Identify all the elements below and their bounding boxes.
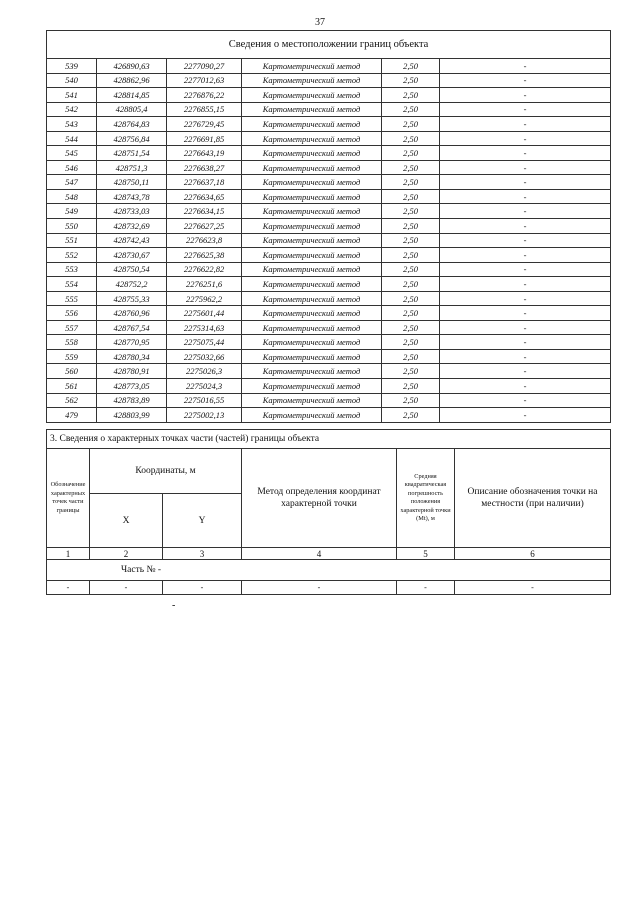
point-number-cell: 556 <box>47 306 97 321</box>
x-coordinate-cell: 428743,78 <box>97 189 167 204</box>
point-number-cell: 548 <box>47 189 97 204</box>
table-row <box>47 189 611 204</box>
x-coordinate-cell: 428760,96 <box>97 306 167 321</box>
section3-header-row <box>47 449 611 494</box>
x-coordinate-cell: 428764,83 <box>97 117 167 132</box>
x-coordinate-cell: 428805,4 <box>97 102 167 117</box>
point-number-cell: 554 <box>47 277 97 292</box>
method-cell: Картометрический метод <box>242 102 382 117</box>
x-coordinate-cell: 428862,96 <box>97 73 167 88</box>
x-coordinate-cell: 428767,54 <box>97 320 167 335</box>
table-row <box>47 262 611 277</box>
mean-error-cell: 2,50 <box>382 320 440 335</box>
y-coordinate-cell: 2276691,85 <box>167 131 242 146</box>
point-number-cell: 550 <box>47 219 97 234</box>
x-coordinate-cell: 428755,33 <box>97 291 167 306</box>
mean-error-cell: 2,50 <box>382 102 440 117</box>
description-cell: - <box>440 248 611 263</box>
header-method: Метод определения координат характерной точки <box>242 449 397 548</box>
table-row <box>47 59 611 74</box>
point-number-cell: 559 <box>47 349 97 364</box>
x-coordinate-cell: 428751,54 <box>97 146 167 161</box>
y-coordinate-cell: 2275032,66 <box>167 349 242 364</box>
data-cell: - <box>397 581 455 595</box>
point-number-cell: 558 <box>47 335 97 350</box>
description-cell: - <box>440 102 611 117</box>
method-cell: Картометрический метод <box>242 408 382 423</box>
table-row <box>47 291 611 306</box>
mean-error-cell: 2,50 <box>382 349 440 364</box>
table-row <box>47 306 611 321</box>
table-row <box>47 335 611 350</box>
description-cell: - <box>440 160 611 175</box>
table-row <box>47 204 611 219</box>
point-number-cell: 544 <box>47 131 97 146</box>
table-row <box>47 160 611 175</box>
method-cell: Картометрический метод <box>242 219 382 234</box>
y-coordinate-cell: 2276623,8 <box>167 233 242 248</box>
part-label: Часть № - <box>47 560 611 581</box>
header-point-designation: Обозначение характерных точек части границы <box>47 449 90 548</box>
x-coordinate-cell: 428750,54 <box>97 262 167 277</box>
part-row <box>47 560 611 581</box>
point-number-cell: 547 <box>47 175 97 190</box>
x-coordinate-cell: 428773,05 <box>97 379 167 394</box>
column-number-row <box>47 548 611 560</box>
table-row <box>47 146 611 161</box>
method-cell: Картометрический метод <box>242 117 382 132</box>
boundary-coordinates-table <box>46 30 611 423</box>
method-cell: Картометрический метод <box>242 364 382 379</box>
column-number: 2 <box>90 548 163 560</box>
point-number-cell: 553 <box>47 262 97 277</box>
y-coordinate-cell: 2275075,44 <box>167 335 242 350</box>
description-cell: - <box>440 291 611 306</box>
mean-error-cell: 2,50 <box>382 175 440 190</box>
y-coordinate-cell: 2275002,13 <box>167 408 242 423</box>
table-row <box>47 233 611 248</box>
method-cell: Картометрический метод <box>242 379 382 394</box>
y-coordinate-cell: 2276627,25 <box>167 219 242 234</box>
y-coordinate-cell: 2276251,6 <box>167 277 242 292</box>
mean-error-cell: 2,50 <box>382 277 440 292</box>
method-cell: Картометрический метод <box>242 233 382 248</box>
description-cell: - <box>440 335 611 350</box>
description-cell: - <box>440 59 611 74</box>
y-coordinate-cell: 2275601,44 <box>167 306 242 321</box>
y-coordinate-cell: 2275314,63 <box>167 320 242 335</box>
x-coordinate-cell: 428770,95 <box>97 335 167 350</box>
description-cell: - <box>440 349 611 364</box>
mean-error-cell: 2,50 <box>382 379 440 394</box>
mean-error-cell: 2,50 <box>382 88 440 103</box>
section3-title-row <box>47 430 611 449</box>
description-cell: - <box>440 131 611 146</box>
column-number: 4 <box>242 548 397 560</box>
mean-error-cell: 2,50 <box>382 204 440 219</box>
point-number-cell: 479 <box>47 408 97 423</box>
mean-error-cell: 2,50 <box>382 219 440 234</box>
point-number-cell: 549 <box>47 204 97 219</box>
method-cell: Картометрический метод <box>242 59 382 74</box>
point-number-cell: 557 <box>47 320 97 335</box>
table-row <box>47 364 611 379</box>
method-cell: Картометрический метод <box>242 175 382 190</box>
description-cell: - <box>440 320 611 335</box>
description-cell: - <box>440 393 611 408</box>
mean-error-cell: 2,50 <box>382 117 440 132</box>
point-number-cell: 541 <box>47 88 97 103</box>
description-cell: - <box>440 379 611 394</box>
table-row <box>47 248 611 263</box>
y-coordinate-cell: 2276638,27 <box>167 160 242 175</box>
description-cell: - <box>440 73 611 88</box>
mean-error-cell: 2,50 <box>382 131 440 146</box>
point-number-cell: 560 <box>47 364 97 379</box>
method-cell: Картометрический метод <box>242 335 382 350</box>
data-cell: - <box>455 581 611 595</box>
method-cell: Картометрический метод <box>242 146 382 161</box>
point-number-cell: 542 <box>47 102 97 117</box>
mean-error-cell: 2,50 <box>382 393 440 408</box>
y-coordinate-cell: 2276729,45 <box>167 117 242 132</box>
point-number-cell: 546 <box>47 160 97 175</box>
mean-error-cell: 2,50 <box>382 335 440 350</box>
point-number-cell: 552 <box>47 248 97 263</box>
table-title: Сведения о местоположении границ объекта <box>47 31 611 59</box>
mean-error-cell: 2,50 <box>382 262 440 277</box>
header-y: Y <box>163 494 242 548</box>
column-number: 6 <box>455 548 611 560</box>
description-cell: - <box>440 364 611 379</box>
data-cell: - <box>90 581 163 595</box>
method-cell: Картометрический метод <box>242 189 382 204</box>
y-coordinate-cell: 2275962,2 <box>167 291 242 306</box>
method-cell: Картометрический метод <box>242 73 382 88</box>
point-number-cell: 555 <box>47 291 97 306</box>
x-coordinate-cell: 428750,11 <box>97 175 167 190</box>
mean-error-cell: 2,50 <box>382 306 440 321</box>
x-coordinate-cell: 428814,85 <box>97 88 167 103</box>
mean-error-cell: 2,50 <box>382 248 440 263</box>
page-number: 37 <box>315 17 325 28</box>
x-coordinate-cell: 428732,69 <box>97 219 167 234</box>
table-row <box>47 117 611 132</box>
method-cell: Картометрический метод <box>242 349 382 364</box>
x-coordinate-cell: 428751,3 <box>97 160 167 175</box>
table-row <box>47 73 611 88</box>
table-row <box>47 219 611 234</box>
y-coordinate-cell: 2275016,55 <box>167 393 242 408</box>
table-row <box>47 88 611 103</box>
description-cell: - <box>440 117 611 132</box>
mean-error-cell: 2,50 <box>382 146 440 161</box>
table-row <box>47 408 611 423</box>
mean-error-cell: 2,50 <box>382 291 440 306</box>
point-number-cell: 540 <box>47 73 97 88</box>
x-coordinate-cell: 428803,99 <box>97 408 167 423</box>
method-cell: Картометрический метод <box>242 88 382 103</box>
header-x: X <box>90 494 163 548</box>
y-coordinate-cell: 2276637,18 <box>167 175 242 190</box>
mean-error-cell: 2,50 <box>382 364 440 379</box>
header-mean-error: Средняя квадратическая погрешность положения характерной точки (Мt), м <box>397 449 455 548</box>
method-cell: Картометрический метод <box>242 277 382 292</box>
x-coordinate-cell: 428783,89 <box>97 393 167 408</box>
y-coordinate-cell: 2276634,15 <box>167 204 242 219</box>
description-cell: - <box>440 146 611 161</box>
table-row <box>47 349 611 364</box>
y-coordinate-cell: 2277090,27 <box>167 59 242 74</box>
x-coordinate-cell: 428780,91 <box>97 364 167 379</box>
y-coordinate-cell: 2276876,22 <box>167 88 242 103</box>
y-coordinate-cell: 2276643,19 <box>167 146 242 161</box>
method-cell: Картометрический метод <box>242 393 382 408</box>
x-coordinate-cell: 428742,43 <box>97 233 167 248</box>
description-cell: - <box>440 306 611 321</box>
method-cell: Картометрический метод <box>242 291 382 306</box>
data-cell: - <box>47 581 90 595</box>
point-number-cell: 539 <box>47 59 97 74</box>
x-coordinate-cell: 426890,63 <box>97 59 167 74</box>
y-coordinate-cell: 2276855,15 <box>167 102 242 117</box>
y-coordinate-cell: 2276622,82 <box>167 262 242 277</box>
description-cell: - <box>440 88 611 103</box>
description-cell: - <box>440 408 611 423</box>
x-coordinate-cell: 428752,2 <box>97 277 167 292</box>
y-coordinate-cell: 2277012,63 <box>167 73 242 88</box>
mean-error-cell: 2,50 <box>382 408 440 423</box>
method-cell: Картометрический метод <box>242 160 382 175</box>
table-row <box>47 175 611 190</box>
point-number-cell: 561 <box>47 379 97 394</box>
y-coordinate-cell: 2276625,38 <box>167 248 242 263</box>
description-cell: - <box>440 189 611 204</box>
point-number-cell: 543 <box>47 117 97 132</box>
x-coordinate-cell: 428730,67 <box>97 248 167 263</box>
table-row <box>47 277 611 292</box>
method-cell: Картометрический метод <box>242 320 382 335</box>
column-number: 1 <box>47 548 90 560</box>
section3-data-row <box>47 581 611 595</box>
description-cell: - <box>440 277 611 292</box>
mean-error-cell: 2,50 <box>382 73 440 88</box>
description-cell: - <box>440 175 611 190</box>
y-coordinate-cell: 2275024,3 <box>167 379 242 394</box>
table-title-row <box>47 31 611 59</box>
table-row <box>47 131 611 146</box>
column-number: 5 <box>397 548 455 560</box>
mean-error-cell: 2,50 <box>382 233 440 248</box>
x-coordinate-cell: 428780,34 <box>97 349 167 364</box>
mean-error-cell: 2,50 <box>382 160 440 175</box>
section3-title: 3. Сведения о характерных точках части (частей) границы объекта <box>47 430 611 449</box>
point-number-cell: 545 <box>47 146 97 161</box>
table-row <box>47 379 611 394</box>
description-cell: - <box>440 219 611 234</box>
method-cell: Картометрический метод <box>242 131 382 146</box>
footer-mark: - <box>172 600 176 611</box>
section3-table <box>46 429 611 595</box>
description-cell: - <box>440 262 611 277</box>
data-cell: - <box>242 581 397 595</box>
table-row <box>47 102 611 117</box>
header-description: Описание обозначения точки на местности (при наличии) <box>455 449 611 548</box>
data-cell: - <box>163 581 242 595</box>
column-number: 3 <box>163 548 242 560</box>
header-coordinates: Координаты, м <box>90 449 242 494</box>
method-cell: Картометрический метод <box>242 204 382 219</box>
mean-error-cell: 2,50 <box>382 59 440 74</box>
description-cell: - <box>440 204 611 219</box>
method-cell: Картометрический метод <box>242 248 382 263</box>
description-cell: - <box>440 233 611 248</box>
x-coordinate-cell: 428733,03 <box>97 204 167 219</box>
point-number-cell: 551 <box>47 233 97 248</box>
y-coordinate-cell: 2276634,65 <box>167 189 242 204</box>
x-coordinate-cell: 428756,84 <box>97 131 167 146</box>
y-coordinate-cell: 2275026,3 <box>167 364 242 379</box>
mean-error-cell: 2,50 <box>382 189 440 204</box>
method-cell: Картометрический метод <box>242 262 382 277</box>
method-cell: Картометрический метод <box>242 306 382 321</box>
point-number-cell: 562 <box>47 393 97 408</box>
table-row <box>47 320 611 335</box>
table-row <box>47 393 611 408</box>
